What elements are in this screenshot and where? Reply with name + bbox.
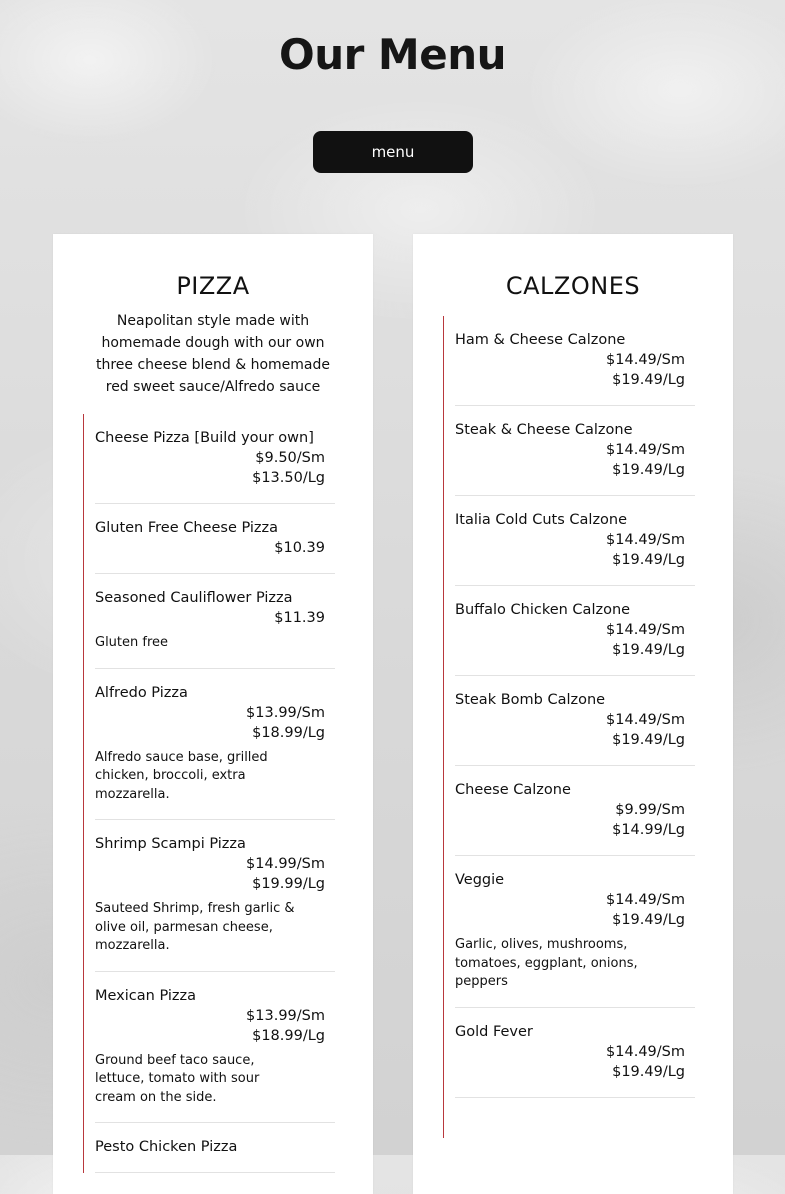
pizza-card (53, 234, 373, 1194)
calzones-section-title: CALZONES (505, 272, 641, 300)
menu-item-price: $19.49/Lg (612, 1063, 685, 1080)
menu-button[interactable]: menu (313, 131, 473, 173)
menu-item-price: $14.49/Sm (606, 622, 685, 638)
menu-item-price: $14.49/Sm (606, 712, 685, 728)
menu-item-name: Gluten Free Cheese Pizza (95, 520, 279, 536)
menu-item (455, 856, 695, 1008)
menu-item-price: $9.99/Sm (615, 802, 685, 818)
menu-item-price: $19.49/Lg (612, 552, 685, 568)
page-title: Our Menu (278, 30, 507, 79)
menu-item-name: Ham & Cheese Calzone (455, 332, 626, 348)
menu-item-price: $14.49/Sm (606, 352, 685, 368)
menu-item-price: $19.49/Lg (612, 462, 685, 478)
pizza-item-list (83, 414, 334, 1173)
menu-item-name: Alfredo Pizza (95, 684, 188, 701)
menu-item-description: Gluten free (95, 635, 169, 650)
menu-item-description: Alfredo sauce base, grilled chicken, broccoli, extra mozzarella. (95, 749, 268, 802)
menu-item (95, 972, 335, 1124)
menu-item-description: Sauteed Shrimp, fresh garlic & olive oil, parmesan cheese, mozzarella. (95, 901, 295, 953)
menu-item-name: Steak & Cheese Calzone (455, 422, 633, 438)
menu-item-name: Pesto Chicken Pizza (95, 1139, 238, 1155)
menu-item (455, 496, 695, 586)
calzone-item-list (443, 316, 694, 1138)
menu-item-price: $19.49/Lg (612, 642, 685, 658)
menu-item-description: Ground beef taco sauce, lettuce, tomato with sour cream on the side. (95, 1052, 260, 1105)
menu-item-price: $18.99/Lg (252, 1027, 325, 1044)
menu-item-price: $13.50/Lg (252, 470, 325, 486)
menu-item-price: $9.50/Sm (255, 450, 325, 466)
menu-item-price: $10.39 (274, 540, 325, 556)
menu-item (95, 414, 335, 504)
menu-item (95, 574, 335, 669)
menu-item (95, 1123, 335, 1173)
menu-item-name: Cheese Pizza [Build your own] (95, 430, 314, 446)
menu-item-price: $19.49/Lg (612, 372, 685, 388)
menu-item-price: $13.99/Sm (246, 1007, 325, 1024)
menu-item-price: $14.49/Sm (606, 1043, 685, 1060)
menu-item-name: Shrimp Scampi Pizza (95, 836, 246, 852)
menu-item (455, 406, 695, 496)
menu-item-description: Garlic, olives, mushrooms, tomatoes, eggplant, onions, peppers (455, 937, 638, 989)
menu-item (455, 586, 695, 676)
menu-item-price: $14.49/Sm (606, 532, 685, 548)
menu-item-name: Cheese Calzone (455, 782, 571, 798)
menu-item-price: $11.39 (274, 610, 325, 626)
menu-item-price: $14.49/Sm (606, 442, 685, 458)
menu-item (455, 676, 695, 766)
menu-item-price: $18.99/Lg (252, 724, 325, 741)
pizza-section-title: PIZZA (176, 272, 250, 300)
menu-item-price: $14.99/Lg (612, 822, 685, 838)
menu-item (455, 316, 695, 406)
menu-item (95, 504, 335, 574)
menu-item-name: Veggie (455, 872, 505, 888)
menu-item-name: Mexican Pizza (95, 987, 197, 1004)
menu-item-name: Seasoned Cauliflower Pizza (95, 590, 293, 606)
menu-item (455, 766, 695, 856)
menu-item-price: $14.99/Sm (246, 856, 325, 872)
menu-item-price: $19.49/Lg (612, 732, 685, 748)
menu-item-price: $13.99/Sm (246, 704, 325, 721)
menu-item-name: Gold Fever (455, 1023, 533, 1040)
menu-item (95, 820, 335, 972)
calzones-card (413, 234, 733, 1194)
menu-item-price: $19.49/Lg (612, 912, 685, 928)
menu-item-price: $19.99/Lg (252, 876, 325, 892)
menu-item-name: Steak Bomb Calzone (455, 692, 606, 708)
menu-item (455, 1008, 695, 1098)
menu-item-name: Italia Cold Cuts Calzone (455, 512, 628, 528)
menu-item-name: Buffalo Chicken Calzone (455, 602, 631, 618)
menu-item (95, 669, 335, 821)
menu-item-price: $14.49/Sm (606, 892, 685, 908)
pizza-section-description: Neapolitan style made with homemade dough with our own three cheese blend & homemade red sweet sauce/Alfredo sauce (95, 313, 330, 395)
